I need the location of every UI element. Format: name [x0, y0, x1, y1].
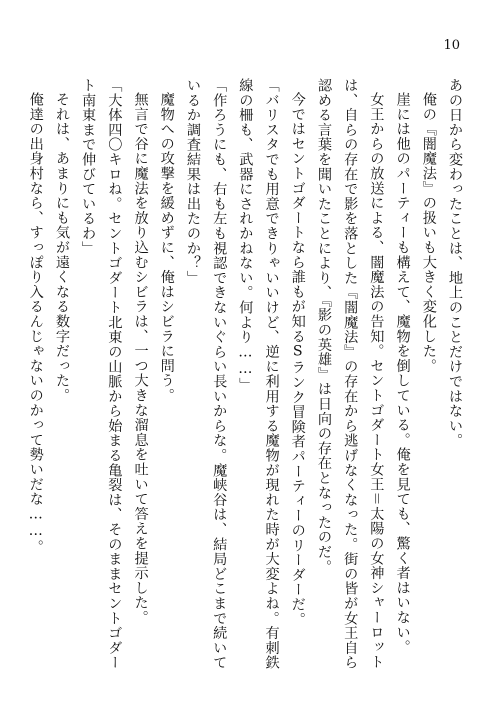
text-line: は、自らの存在で影を落とした『闇魔法』の存在から逃げなくなった。街の皆が女王自ら	[342, 78, 359, 670]
text-line: 女王からの放送による、闇魔法の告知。セントゴダート女王＝太陽の女神シャーロット	[368, 92, 385, 670]
dialogue-line: 「バリスタでも用意できりゃいいけど、逆に利用する魔物が現れた時が大変よね。有刺鉄	[263, 78, 280, 670]
body-text	[23, 78, 468, 678]
dialogue-line: 「作ろうにも、右も左も視認できないぐらい長いからな。魔峡谷は、結局どこまで続いて	[211, 78, 228, 670]
text-line: 無言で谷に魔法を放り込むシビラは、一つ大きな溜息を吐いて答えを提示した。	[132, 92, 149, 625]
text-line: 線の柵も、武器にされかねない。何より……」	[237, 78, 254, 393]
text-line: 崖には他のパーティーも構えて、魔物を倒している。俺を見ても、驚く者はいない。	[394, 92, 411, 655]
text-line: ト南東まで伸びているわ」	[80, 78, 97, 256]
text-line: あの日から変わったことは、地上のことだけではない。	[447, 78, 463, 448]
text-line: それは、あまりにも気が遠くなる数字だった。	[53, 92, 70, 403]
text-line: 俺の『闇魔法』の扱いも大きく変化した。	[420, 92, 437, 374]
text-line: いるか調査結果は出たのか？」	[184, 78, 201, 286]
dialogue-line: 「大体四〇キロね。セントゴダート北東の山脈から始まる亀裂は、そのままセントゴダー	[106, 78, 123, 670]
page-number: 10	[443, 38, 460, 53]
text-line: 魔物への攻撃を緩めずに、俺はシビラに問う。	[158, 92, 175, 403]
text-line: 今ではセントゴダートなら誰もが知るSランク冒険者パーティーのリーダーだ。	[289, 92, 306, 627]
text-line: 俺達の出身村なら、すっぽり入るんじゃないのかって勢いだな……。	[27, 92, 44, 555]
text-line: 認める言葉を聞いたことにより、『影の英雄』は日向の存在となったのだ。	[315, 78, 332, 575]
